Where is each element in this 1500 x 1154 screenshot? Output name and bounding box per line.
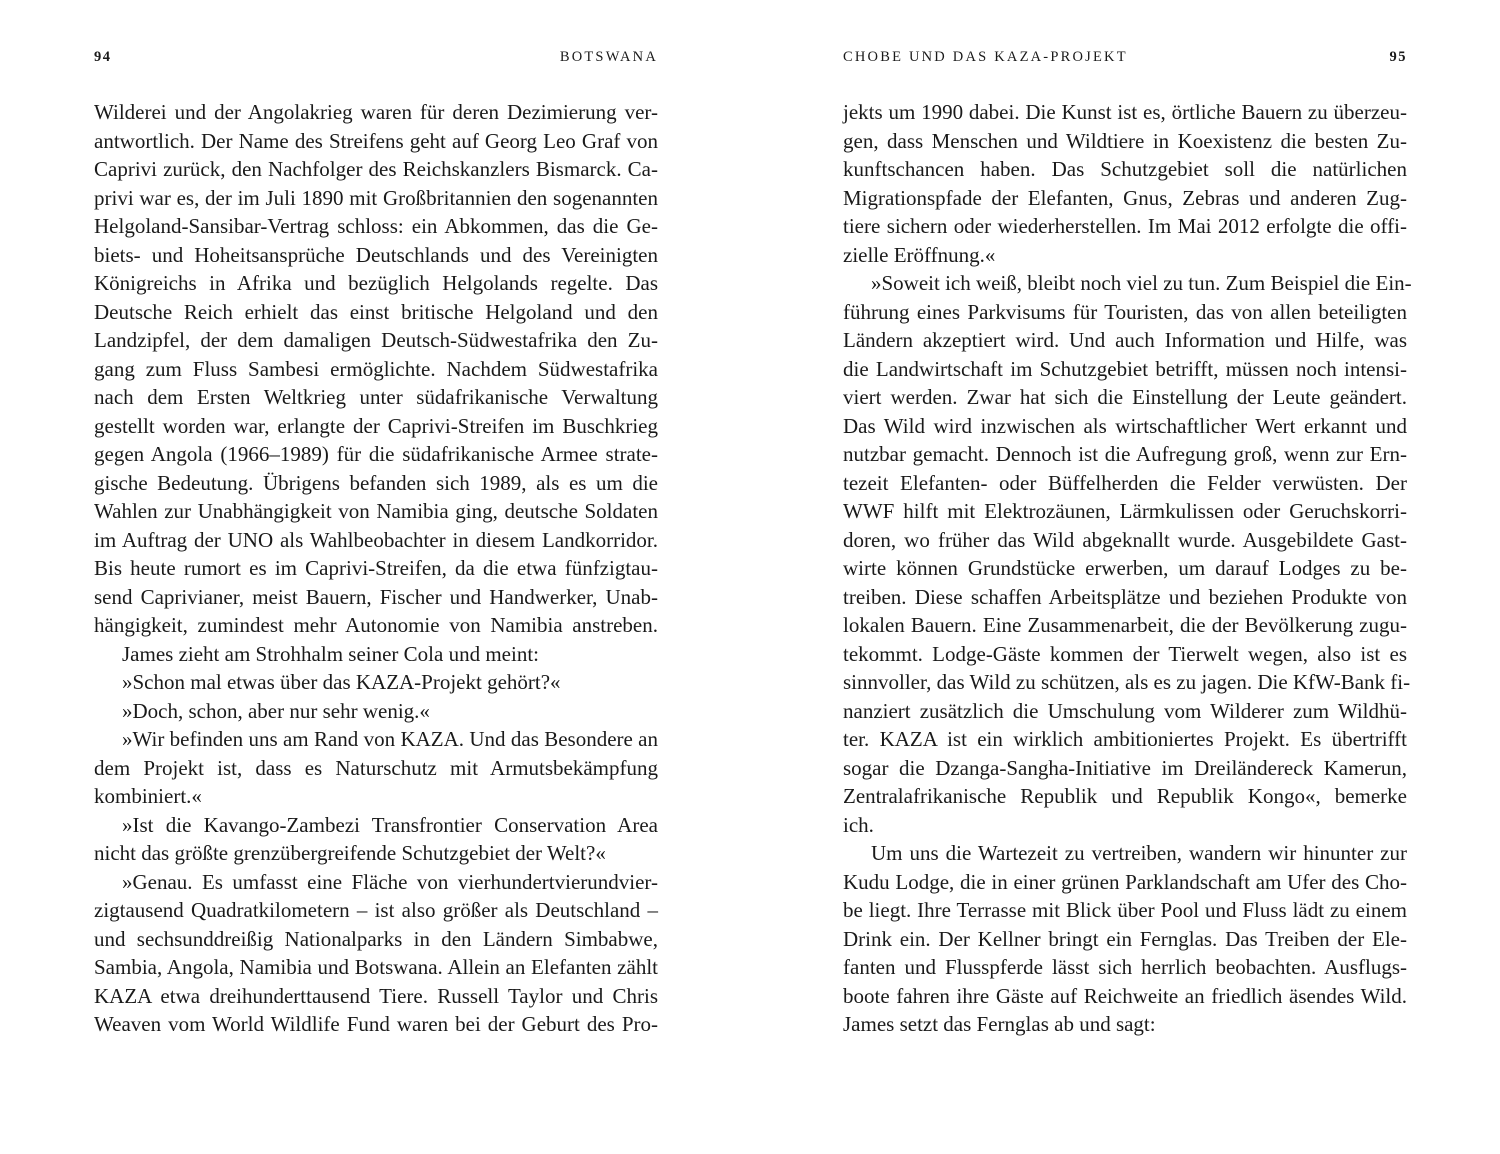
text-line: gen, dass Menschen und Wildtiere in Koexistenz die besten Zu- [843,128,1407,153]
left-running-head [94,46,658,68]
text-line: Wilderei und der Angolakrieg waren für deren Dezimierung ver- [94,100,658,124]
text-line: tiere sichern oder wiederherstellen. Im Mai 2012 erfolgte die offi- [843,214,1407,238]
text-line: Kudu Lodge, die in einer grünen Parklandschaft am Ufer des Cho- [843,869,1407,894]
text-line: biets- und Hoheitsansprüche Deutschlands und des Vereinigten [94,242,658,267]
text-line: WWF hilft mit Elektrozäunen, Lärmkulissen oder Geruchskorri- [843,499,1407,523]
text-line: Helgoland-Sansibar-Vertrag schloss: ein Abkommen, das die Ge- [94,214,658,238]
text-line: tezeit Elefanten- oder Büffelherden die Felder verwüsten. Der [843,470,1407,495]
text-line: Migrationspfade der Elefanten, Gnus, Zebras und anderen Zug- [843,185,1407,210]
text-line: Caprivi zurück, den Nachfolger des Reichskanzlers Bismarck. Ca- [94,157,658,181]
text-line: ter. KAZA ist ein wirklich ambitioniertes Projekt. Es übertrifft [843,727,1407,751]
text-line: gestellt worden war, erlangte der Caprivi-Streifen im Buschkrieg [94,413,658,438]
text-line: dem Projekt ist, dass es Naturschutz mit Armutsbekämpfung [94,755,658,780]
text-line: treiben. Diese schaffen Arbeitsplätze und beziehen Produkte von [843,584,1407,609]
text-line: gang zum Fluss Sambesi ermöglichte. Nachdem Südwestafrika [94,356,658,381]
text-line: Deutsche Reich erhielt das einst britische Helgoland und den [94,299,658,324]
text-line: lokalen Bauern. Eine Zusammenarbeit, die der Bevölkerung zugu- [843,613,1407,637]
text-line: Ländern akzeptiert wird. Und auch Information und Hilfe, was [843,328,1407,352]
text-line: Sambia, Angola, Namibia und Botswana. Allein an Elefanten zählt [94,955,658,979]
text-line: »Wir befinden uns am Rand von KAZA. Und das Besondere an [122,727,658,751]
text-line: hängigkeit, zumindest mehr Autonomie von Namibia anstreben. [94,613,658,637]
text-line: nach dem Ersten Weltkrieg unter südafrikanische Verwaltung [94,385,658,409]
running-head-title: BOTSWANA [559,49,658,65]
text-line: tekommt. Lodge-Gäste kommen der Tierwelt wegen, also ist es [843,641,1407,666]
text-line: zigtausend Quadratkilometern – ist also größer als Deutschland – [94,898,658,922]
text-line: Wahlen zur Unabhängigkeit von Namibia ging, deutsche Soldaten [94,499,658,523]
text-line: gegen Angola (1966–1989) für die südafrikanische Armee strate- [94,442,658,466]
text-line: fanten und Flusspferde lässt sich herrlich beobachten. Ausflugs- [843,955,1407,979]
text-line: nicht das größte grenzübergreifende Schutzgebiet der Welt?« [94,841,606,865]
text-line: kombiniert.« [94,784,202,808]
text-line: antwortlich. Der Name des Streifens geht auf Georg Leo Graf von [94,128,658,153]
text-line: be liegt. Ihre Terrasse mit Blick über Pool und Fluss lädt zu einem [843,898,1407,922]
text-line: KAZA etwa dreihunderttausend Tiere. Russell Taylor und Chris [94,983,658,1008]
text-line: »Doch, schon, aber nur sehr wenig.« [122,698,430,723]
text-line: »Ist die Kavango-Zambezi Transfrontier Conservation Area [122,812,658,837]
text-line: Um uns die Wartezeit zu vertreiben, wandern wir hinunter zur [871,841,1407,865]
text-line: sinnvoller, das Wild zu schützen, als es zu jagen. Die KfW-Bank fi- [843,670,1411,694]
text-line: die Landwirtschaft im Schutzgebiet betrifft, müssen noch intensi- [843,356,1407,381]
text-line: send Caprivianer, meist Bauern, Fischer und Handwerker, Unab- [94,584,658,609]
text-line: Das Wild wird inzwischen als wirtschaftlicher Wert erkannt und [843,413,1407,438]
text-line: zielle Eröffnung.« [843,242,996,267]
text-line: »Genau. Es umfasst eine Fläche von vierhundertvierundvier- [122,869,658,894]
right-body-text [843,98,1412,1039]
text-line: Bis heute rumort es im Caprivi-Streifen, da die etwa fünfzigtau- [94,556,658,580]
text-line: James setzt das Fernglas ab und sagt: [843,1012,1156,1036]
text-line: gische Bedeutung. Übrigens befanden sich 1989, als es um die [94,470,658,495]
page-number: 95 [1389,49,1407,65]
text-line: Drink ein. Der Kellner bringt ein Fernglas. Das Treiben der Ele- [843,926,1407,951]
text-line: boote fahren ihre Gäste auf Reichweite an friedlich äsendes Wild. [843,983,1407,1008]
text-line: »Soweit ich weiß, bleibt noch viel zu tun. Zum Beispiel die Ein- [871,271,1412,295]
left-body-text [94,98,658,1039]
text-line: James zieht am Strohhalm seiner Cola und meint: [122,641,539,666]
text-line: Weaven vom World Wildlife Fund waren bei der Geburt des Pro- [94,1012,658,1036]
text-line: viert werden. Zwar hat sich die Einstellung der Leute geändert. [843,385,1407,409]
text-line: führung eines Parkvisums für Touristen, das von allen beteiligten [843,299,1407,324]
text-line: Zentralafrikanische Republik und Republik Kongo«, bemerke [843,784,1407,808]
text-line: nanziert zusätzlich die Umschulung vom Wilderer zum Wildhü- [843,698,1407,723]
text-line: Königreichs in Afrika und bezüglich Helgolands regelte. Das [94,271,658,295]
text-line: kunftschancen haben. Das Schutzgebiet soll die natürlichen [843,157,1407,181]
page-number: 94 [94,49,112,65]
text-line: wirte können Grundstücke erwerben, um darauf Lodges zu be- [843,556,1407,580]
text-line: doren, wo früher das Wild abgeknallt wurde. Ausgebildete Gast- [843,527,1407,552]
running-head-title: CHOBE UND DAS KAZA-PROJEKT [843,49,1128,65]
right-running-head [843,46,1407,68]
text-line: privi war es, der im Juli 1890 mit Großbritannien den sogenannten [94,185,658,210]
text-line: im Auftrag der UNO als Wahlbeobachter in diesem Landkorridor. [94,527,658,552]
text-line: sogar die Dzanga-Sangha-Initiative im Dreiländereck Kamerun, [843,755,1407,780]
text-line: »Schon mal etwas über das KAZA-Projekt gehört?« [122,670,561,694]
text-line: und sechsunddreißig Nationalparks in den Ländern Simbabwe, [94,926,658,951]
text-line: nutzbar gemacht. Dennoch ist die Aufregung groß, wenn zur Ern- [843,442,1407,466]
text-line: jekts um 1990 dabei. Die Kunst ist es, örtliche Bauern zu überzeu- [843,100,1407,124]
text-line: Landzipfel, der dem damaligen Deutsch-Südwestafrika den Zu- [94,328,658,352]
text-line: ich. [843,812,874,837]
